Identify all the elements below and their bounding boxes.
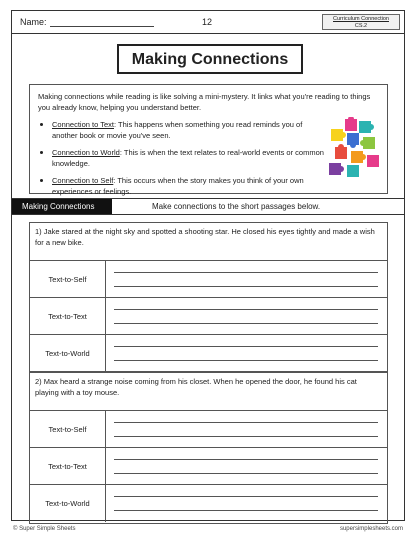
term-description: : This happens when something you read reminds you of another book or movie you've seen.: [52, 120, 303, 140]
bullet-icon: [40, 179, 43, 182]
footer-copyright: © Super Simple Sheets: [13, 526, 76, 532]
answer-line[interactable]: [114, 360, 378, 361]
answer-row-text-to-self: [30, 411, 387, 448]
question-box-2: [29, 372, 388, 524]
answer-row-text-to-world: [30, 485, 387, 522]
term-description: : This is when the text relates to real-world events or common knowledge.: [52, 148, 324, 168]
list-item: [38, 119, 328, 141]
answer-line[interactable]: [114, 422, 378, 423]
header: [12, 11, 404, 34]
term-description: : This occurs when the story makes you think of your own experiences or feelings.: [52, 176, 304, 196]
row-label: Text-to-Text: [30, 298, 106, 334]
name-label: Name:: [20, 17, 47, 27]
worksheet-page: [11, 10, 405, 521]
puzzle-pieces-icon: [325, 117, 383, 179]
answer-line[interactable]: [114, 346, 378, 347]
curriculum-title: Curriculum Connection: [333, 16, 389, 22]
page-title: Making Connections: [117, 44, 303, 74]
answer-row-text-to-text: [30, 448, 387, 485]
intro-paragraph: Making connections while reading is like solving a mini-mystery. It links what you're reading to things you already know, helping you understand better.: [38, 92, 371, 112]
curriculum-connection-box: [322, 14, 400, 30]
answer-line[interactable]: [114, 286, 378, 287]
passage-text: 1) Jake stared at the night sky and spotted a shooting star. He closed his eyes tightly and made a wish for a new bike.: [30, 223, 387, 261]
name-line[interactable]: [50, 26, 154, 27]
term: Connection to Text: [52, 120, 114, 129]
answer-line[interactable]: [114, 496, 378, 497]
answer-line[interactable]: [114, 510, 378, 511]
section-bar: [12, 198, 404, 215]
passage-text: 2) Max heard a strange noise coming from his closet. When he opened the door, he found his cat playing with a toy mouse.: [30, 373, 387, 411]
term: Connection to World: [52, 148, 120, 157]
bullet-icon: [40, 123, 43, 126]
answer-line[interactable]: [114, 459, 378, 460]
row-label: Text-to-World: [30, 485, 106, 522]
answer-line[interactable]: [114, 272, 378, 273]
section-tab: Making Connections: [12, 199, 112, 214]
term: Connection to Self: [52, 176, 114, 185]
answer-row-text-to-world: [30, 335, 387, 372]
section-instruction: Make connections to the short passages below.: [152, 202, 321, 211]
footer-website-link[interactable]: supersimplesheets.com: [339, 526, 403, 532]
question-box-1: [29, 222, 388, 372]
row-label: Text-to-Self: [30, 261, 106, 297]
answer-line[interactable]: [114, 323, 378, 324]
row-label: Text-to-Self: [30, 411, 106, 447]
answer-line[interactable]: [114, 436, 378, 437]
curriculum-code: CS.2: [354, 23, 368, 29]
page-number: 12: [202, 17, 213, 27]
row-label: Text-to-Text: [30, 448, 106, 484]
answer-line[interactable]: [114, 309, 378, 310]
intro-box: [29, 84, 388, 194]
answer-line[interactable]: [114, 473, 378, 474]
list-item: [38, 147, 328, 169]
answer-row-text-to-self: [30, 261, 387, 298]
answer-row-text-to-text: [30, 298, 387, 335]
list-item: [38, 175, 328, 197]
row-label: Text-to-World: [30, 335, 106, 372]
bullet-icon: [40, 151, 43, 154]
